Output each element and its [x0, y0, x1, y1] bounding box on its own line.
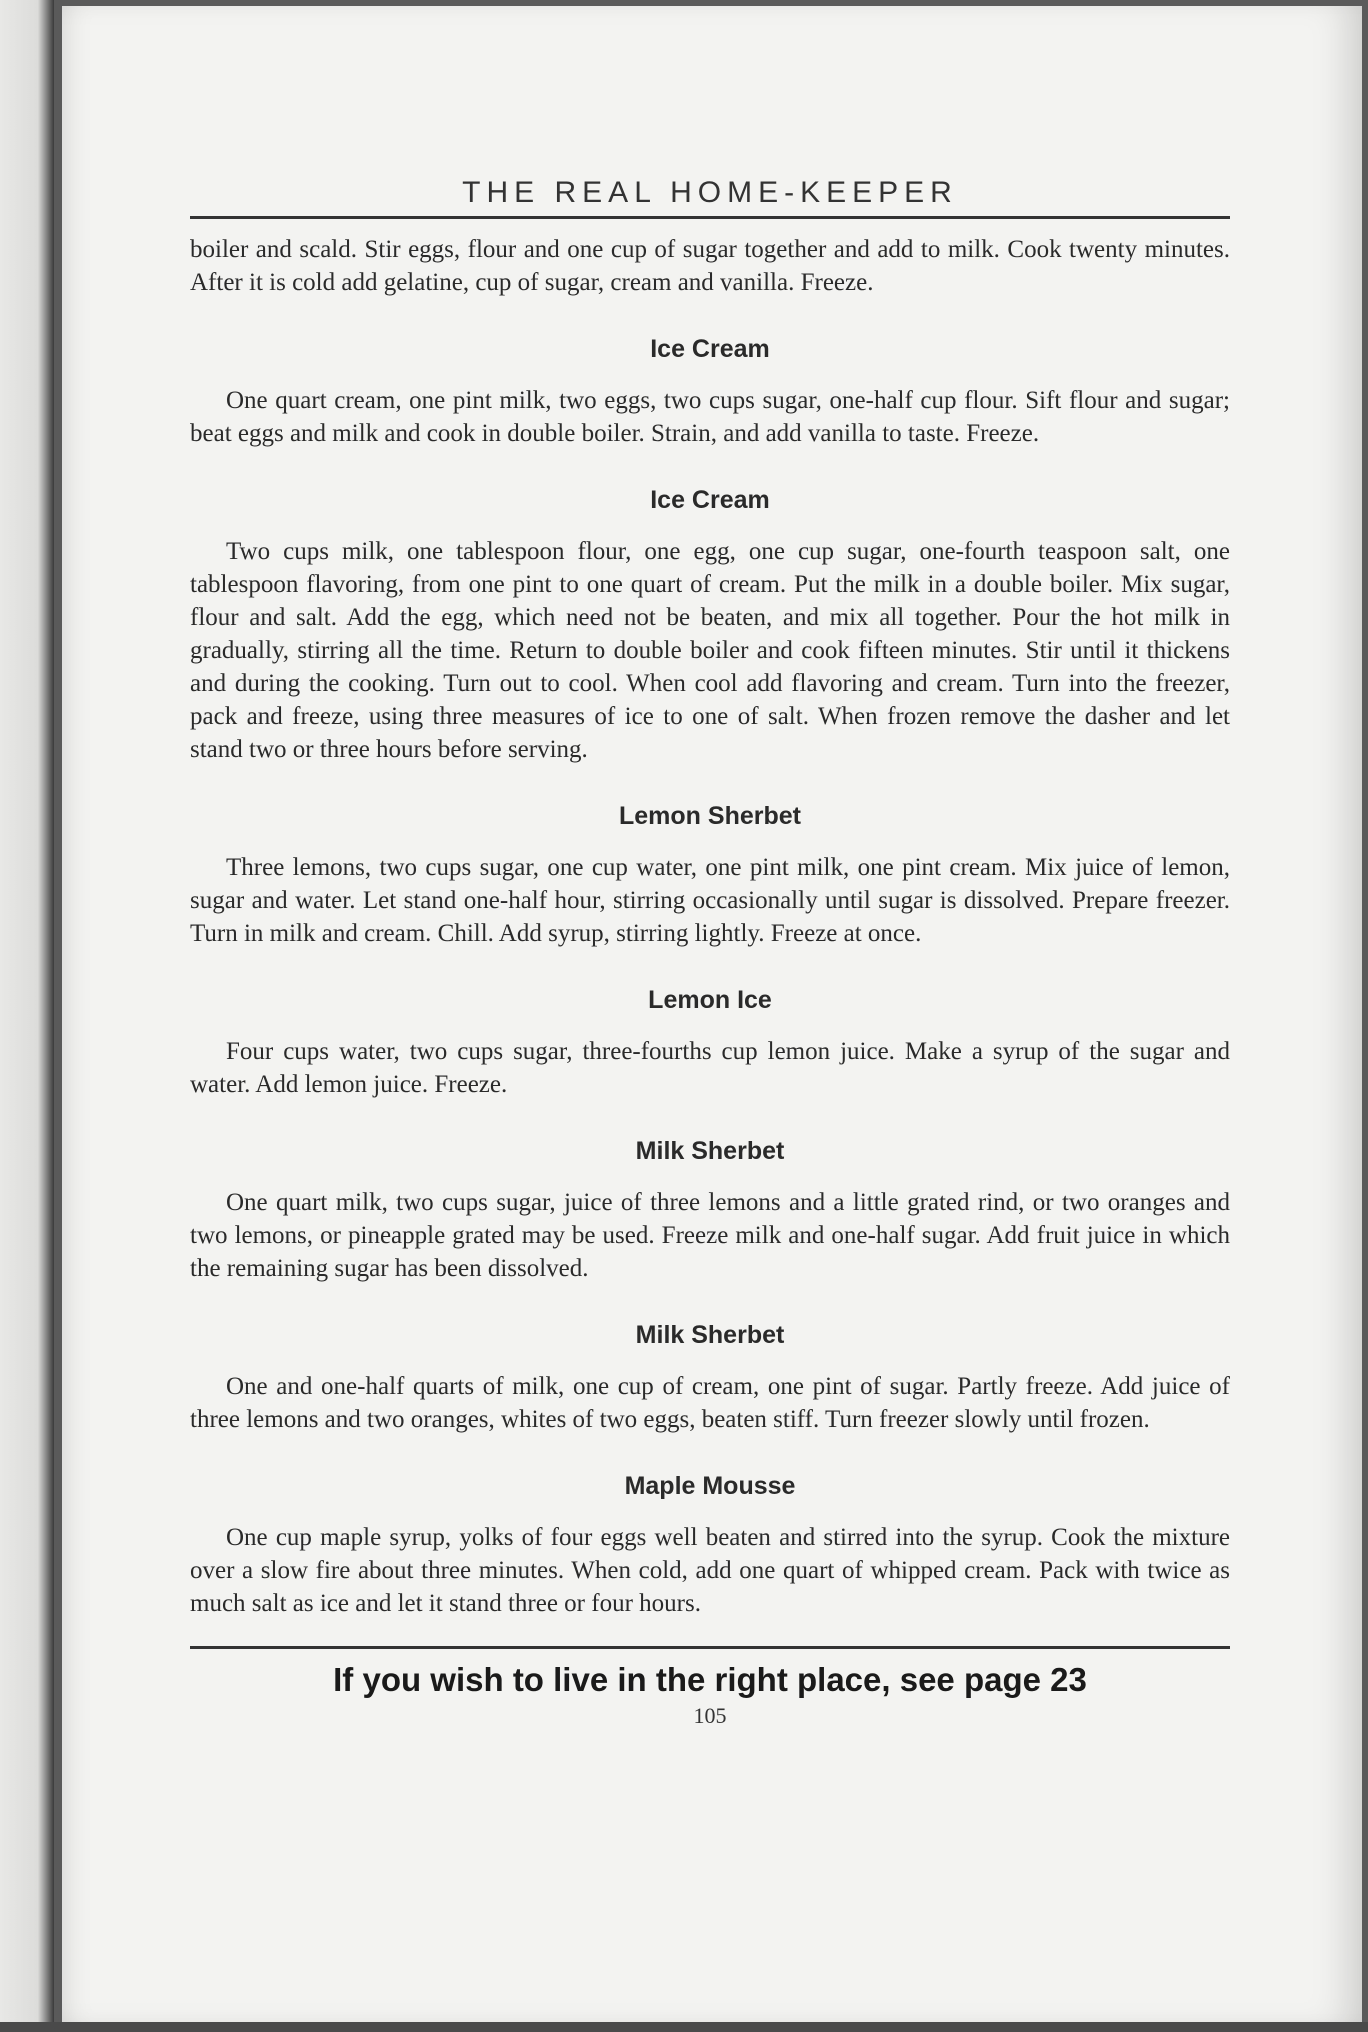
- recipe-text: Four cups water, two cups sugar, three-fourths cup lemon juice. Make a syrup of the sugar and water. Add lemon juice. Freeze.: [190, 1038, 1230, 1098]
- book-page: [62, 6, 1362, 2022]
- recipe-text: Two cups milk, one tablespoon flour, one egg, one cup sugar, one-fourth teaspoon salt, one tablespoon flavoring, from one pint to one quart of cream. Put the milk in a double boiler. Mix sugar, flour and salt. Add the egg, which need not be beaten, and mix all together. Pour the hot milk in gradually, stirring all the time. Return to double boiler and cook fifteen minutes. Stir until it thickens and during the cooking. Turn out to cool. When cool add flavoring and cream. Turn into the freezer, pack and freeze, using three measures of ice to one of salt. When frozen remove the dasher and let stand two or three hours before serving.: [190, 538, 1230, 763]
- recipe-text: One quart cream, one pint milk, two eggs, two cups sugar, one-half cup flour. Sift flour and sugar; beat eggs and milk and cook in double boiler. Strain, and add vanilla to taste. Freeze.: [190, 387, 1230, 447]
- recipe-ice-cream-2: [190, 486, 1230, 766]
- recipe-title: Lemon Sherbet: [619, 802, 801, 830]
- recipe-title: Ice Cream: [650, 335, 770, 363]
- recipe-milk-sherbet-2: [190, 1321, 1230, 1436]
- recipe-lemon-sherbet: [190, 802, 1230, 950]
- recipe-title: Ice Cream: [650, 486, 770, 514]
- footer-rule: [190, 1646, 1230, 1649]
- adjacent-page-edge: [0, 0, 54, 2032]
- recipe-title: Maple Mousse: [624, 1472, 796, 1500]
- page-content: [190, 176, 1230, 1729]
- recipe-text: One and one-half quarts of milk, one cup of cream, one pint of sugar. Partly freeze. Add juice of three lemons and two oranges, whites of two eggs, beaten stiff. Turn freezer slowly until frozen.: [190, 1373, 1230, 1433]
- recipe-text: One quart milk, two cups sugar, juice of three lemons and a little grated rind, or two oranges and two lemons, or pineapple grated may be used. Freeze milk and one-half sugar. Add fruit juice in which the remaining sugar has been dissolved.: [190, 1189, 1230, 1282]
- recipe-milk-sherbet-1: [190, 1137, 1230, 1285]
- footer-advertisement: If you wish to live in the right place, see page 23: [333, 1661, 1087, 1698]
- recipe-lemon-ice: [190, 986, 1230, 1101]
- header-rule: [190, 216, 1230, 219]
- recipe-title: Lemon Ice: [648, 986, 772, 1014]
- recipe-title: Milk Sherbet: [635, 1321, 785, 1349]
- recipe-ice-cream-1: [190, 335, 1230, 450]
- recipe-title: Milk Sherbet: [635, 1137, 785, 1165]
- running-title: THE REAL HOME-KEEPER: [462, 176, 958, 209]
- recipe-text: Three lemons, two cups sugar, one cup water, one pint milk, one pint cream. Mix juice of lemon, sugar and water. Let stand one-half hour, stirring occasionally until sugar is dissolved. Prepare freezer. Turn in milk and cream. Chill. Add syrup, stirring lightly. Freeze at once.: [190, 854, 1230, 947]
- scanner-bottom-edge: [0, 2022, 1368, 2032]
- page-number: 105: [693, 1703, 727, 1728]
- intro-paragraph: boiler and scald. Stir eggs, flour and one cup of sugar together and add to milk. Cook twenty minutes. After it is cold add gelatine, cup of sugar, cream and vanilla. Freeze.: [190, 236, 1230, 296]
- recipe-text: One cup maple syrup, yolks of four eggs well beaten and stirred into the syrup. Cook the mixture over a slow fire about three minutes. When cold, add one quart of whipped cream. Pack with twice as much salt as ice and let it stand three or four hours.: [190, 1524, 1230, 1617]
- recipe-maple-mousse: [190, 1472, 1230, 1620]
